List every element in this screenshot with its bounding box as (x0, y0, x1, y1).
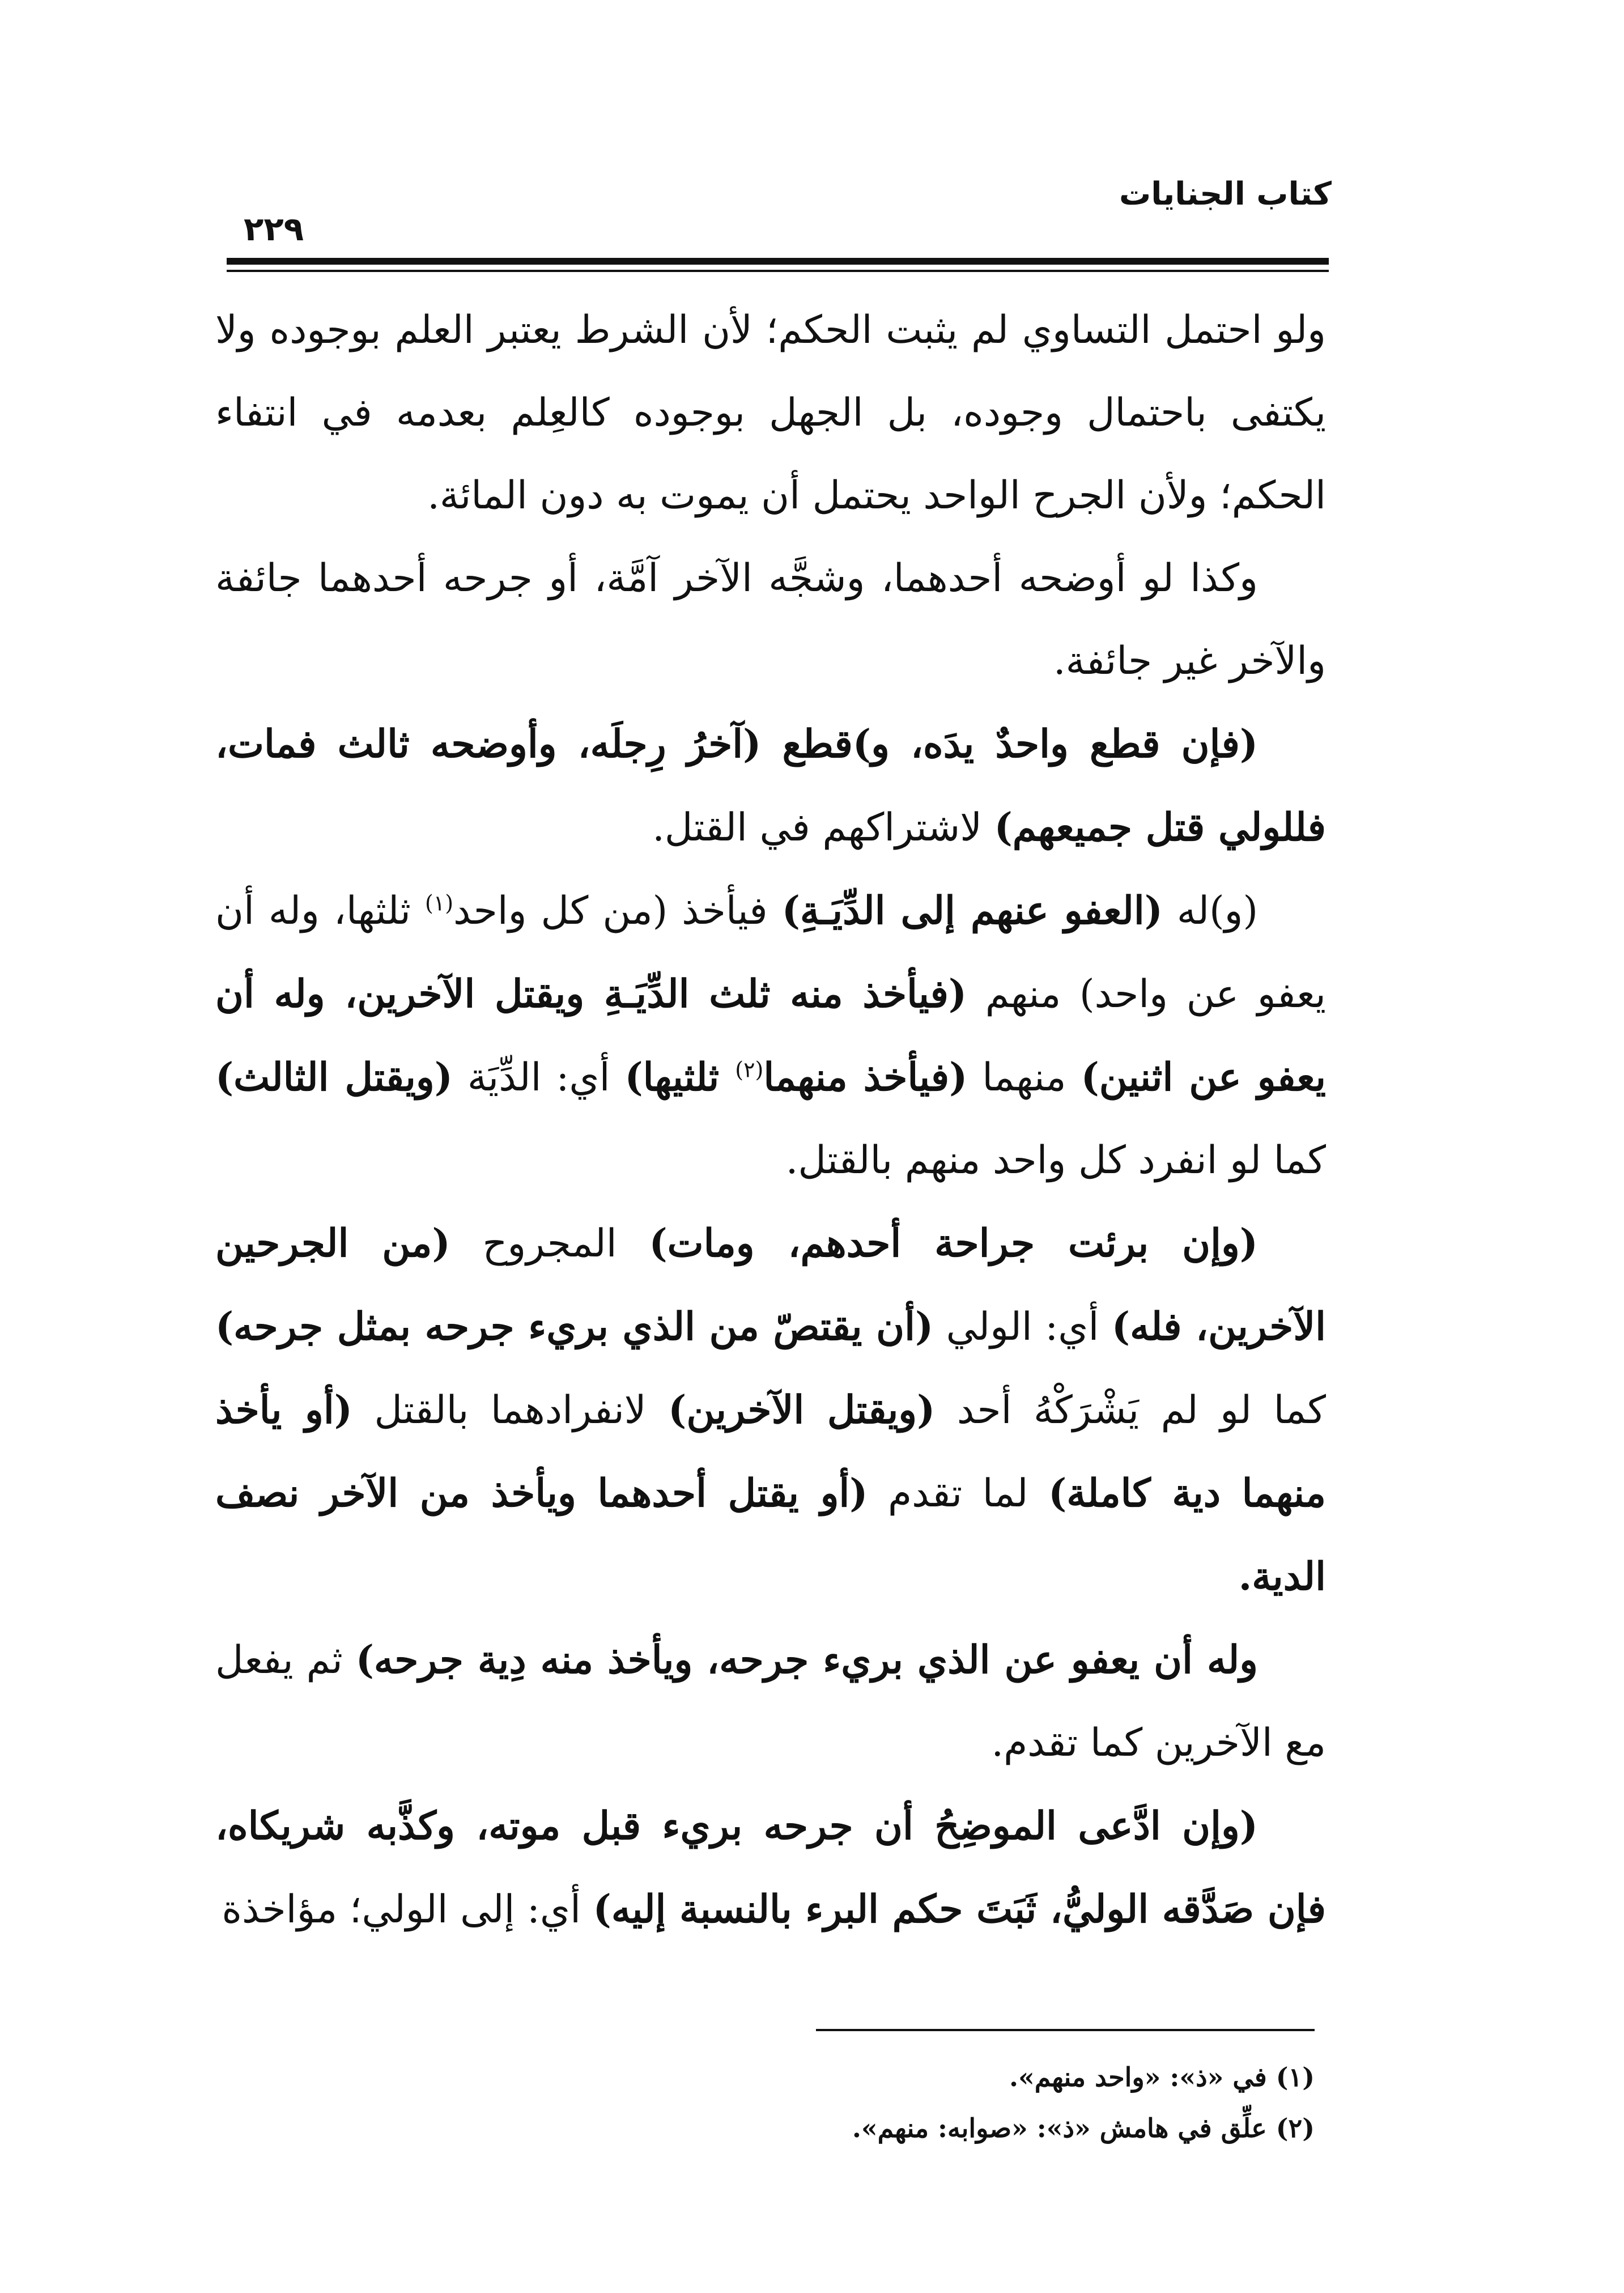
chapter-title: كتاب الجنايات (1119, 176, 1332, 213)
sharh-text: ثلثها، وله أن يعفو عن واحد) منهم (215, 889, 1326, 1017)
paragraph (215, 537, 1326, 703)
sharh-text: كما لو لم يَشْرَكْهُ أحد (935, 1388, 1326, 1433)
footnotes (680, 2052, 1315, 2154)
matn-text: (العفو عنهم إلى الدِّيَـةِ) (781, 888, 1163, 933)
matn-text: (من الجرحين الآخرين، فله) (215, 1221, 1326, 1349)
header-rule-thick (227, 258, 1329, 265)
matn-text: ثلثيها) (624, 1055, 736, 1100)
main-text (215, 289, 1326, 1951)
page-header (221, 170, 1332, 261)
header-rule-thin (227, 270, 1329, 272)
page-number: ٢٢٩ (244, 210, 304, 248)
sharh-text: منهما (967, 1055, 1081, 1100)
matn-text: (وإن ادَّعى الموضِحُ أن جرحه بريء قبل موته، وكذَّبه شريكاه، فإن صَدَّقه الوليُّ، ثَبَتَ حكم البرء بالنسبة إليه) (215, 1803, 1326, 1932)
sharh-text: لاشتراكهم في القتل. (652, 805, 994, 850)
footnote: (٢) علِّق في هامش «ذ»: «صوابه: منهم». (852, 2113, 1315, 2143)
sharh-text: كما لو انفرد كل واحد منهم بالقتل. (785, 1138, 1326, 1183)
matn-text: (أن يقتصّ من الذي بريء جرحه بمثل جرحه) (215, 1304, 934, 1349)
matn-text: وله أن يعفو عن الذي بريء جرحه، ويأخذ منه دِية جرحه) (355, 1637, 1259, 1683)
sharh-text: (و)له (1162, 889, 1259, 933)
sharh-text: وكذا لو أوضحه أحدهما، وشجَّه الآخر آمَّة، أو جرحه أحدهما جائفة والآخر غير جائفة. (215, 556, 1326, 683)
sharh-text: ولو احتمل التساوي لم يثبت الحكم؛ لأن الشرط يعتبر العلم بوجوده ولا يكتفى باحتمال وجوده، بل الجهل بوجوده كالعِلم بعدمه في انتفاء الحكم؛ ولأن الجرح الواحد يحتمل أن يموت به دون المائة. (215, 308, 1326, 518)
footnote: (١) في «ذ»: «واحد منهم». (1009, 2062, 1315, 2092)
footnote-marker: (١) (424, 890, 454, 916)
sharh-text: لما تقدم (868, 1471, 1049, 1516)
paragraph (215, 289, 1326, 537)
paragraph (215, 703, 1326, 869)
sharh-text: أي: الدِّيَة (452, 1055, 625, 1100)
sharh-text: ثم يفعل مع الآخرين كما تقدم. (215, 1638, 1326, 1765)
matn-text: (وإن برئت جراحة أحدهم، ومات) (649, 1221, 1258, 1266)
footnote-separator (816, 2029, 1315, 2031)
matn-text: (فيأخذ منه ثلث الدِّيَـةِ ويقتل الآخرين، وله أن يعفو عن اثنين) (215, 971, 1326, 1100)
sharh-text: لانفرادهما بالقتل (352, 1388, 669, 1433)
sharh-text: أي: إلى الولي؛ مؤاخذة (222, 1887, 593, 1932)
paragraph (215, 869, 1326, 1202)
sharh-text: أي: الولي (933, 1305, 1112, 1349)
matn-text: (فإن قطع واحدٌ يدَه، و)قطع (آخرُ رِجلَه، وأوضحه ثالث فمات، فللولي قتل جميعهم) (215, 721, 1326, 850)
sharh-text: المجروح (450, 1221, 649, 1266)
paragraph (215, 1202, 1326, 1619)
sharh-text: فيأخذ (من كل واحد (453, 889, 782, 933)
footnote-marker: (٢) (735, 1057, 764, 1082)
matn-text: (ويقتل الثالث) (215, 1055, 453, 1100)
matn-text: (أو يقتل أحدهما ويأخذ من الآخر نصف الدية. (215, 1471, 1326, 1599)
paragraph (215, 1785, 1326, 1951)
paragraph (215, 1619, 1326, 1785)
matn-text: (فيأخذ منهما (763, 1055, 968, 1100)
matn-text: (ويقتل الآخرين) (668, 1387, 936, 1433)
matn-text: (أو يأخذ منهما دية كاملة) (215, 1387, 1327, 1516)
